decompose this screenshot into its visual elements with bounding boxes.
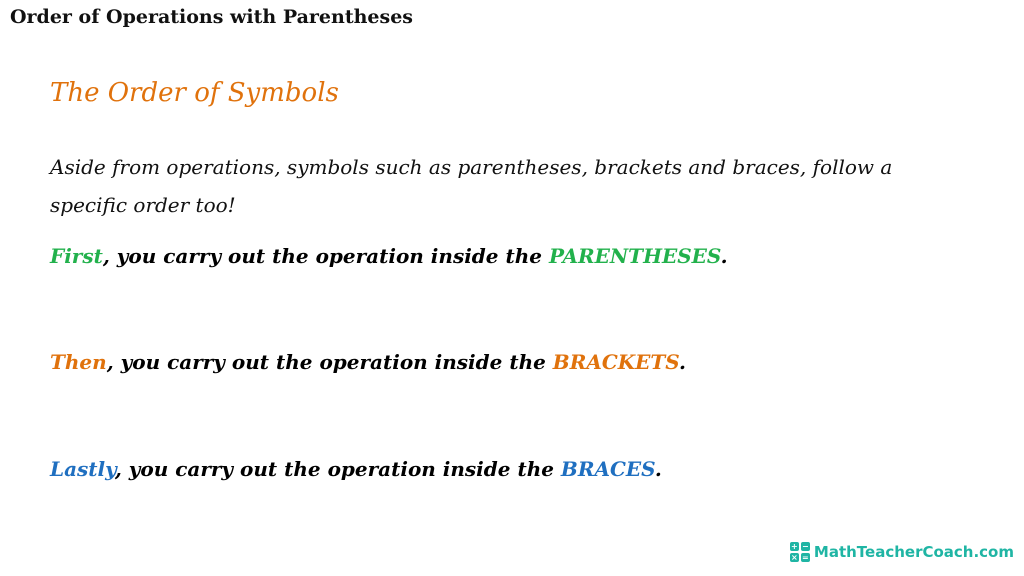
step-end: . <box>654 457 662 481</box>
calculator-icon: + − × = <box>791 542 809 562</box>
step-symbol: BRACES <box>560 457 655 481</box>
step-text: , you carry out the operation inside the <box>102 244 549 268</box>
step-first <box>50 244 728 268</box>
step-keyword: Then <box>50 350 107 374</box>
intro-paragraph: Aside from operations, symbols such as parentheses, brackets and braces, follow a specific order too! <box>50 155 893 217</box>
section-title: The Order of Symbols <box>50 78 339 108</box>
step-symbol: BRACKETS <box>552 350 679 374</box>
step-keyword: First <box>50 244 103 268</box>
step-then <box>50 350 686 374</box>
step-end: . <box>679 350 686 374</box>
logo-text: MathTeacherCoach.com <box>813 543 1014 561</box>
site-logo <box>790 542 1014 562</box>
step-text: , you carry out the operation inside the <box>106 350 553 374</box>
step-keyword: Lastly <box>50 457 115 481</box>
step-end: . <box>720 244 728 268</box>
step-text: , you carry out the operation inside the <box>114 457 561 481</box>
slide-header-title: Order of Operations with Parentheses <box>10 6 413 28</box>
step-lastly <box>50 457 662 481</box>
step-symbol: PARENTHESES <box>548 244 721 268</box>
